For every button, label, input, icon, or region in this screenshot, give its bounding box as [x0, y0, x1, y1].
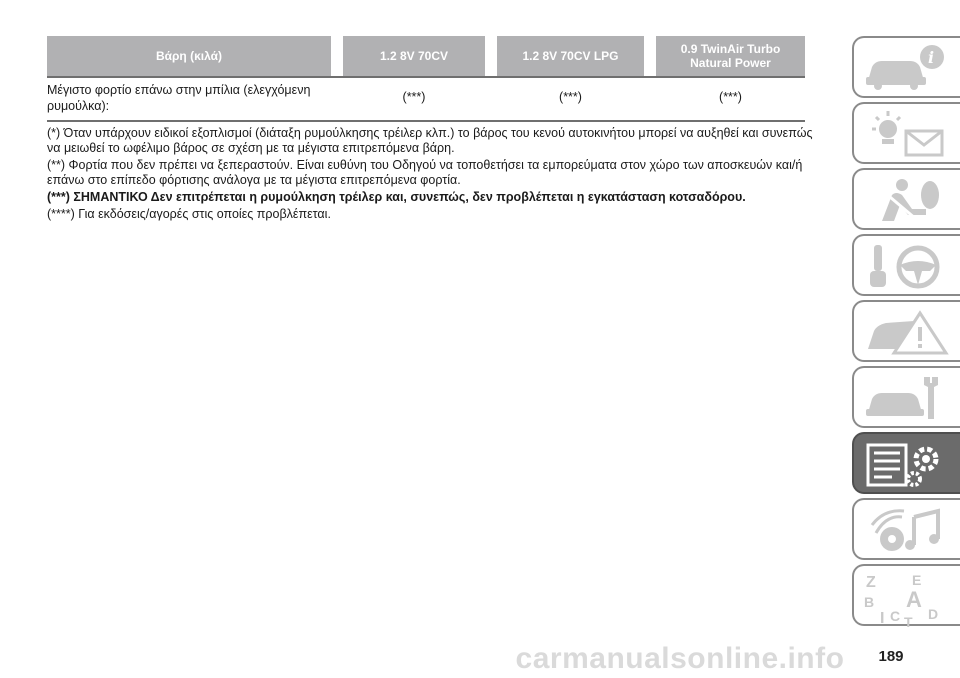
tab-car-info[interactable] — [852, 36, 960, 98]
warning-light-message-icon — [862, 109, 952, 159]
index-letter-c: C — [890, 608, 901, 624]
tab-multimedia[interactable] — [852, 498, 960, 560]
car-info-icon — [862, 43, 952, 93]
footnotes — [47, 126, 817, 224]
car-accident-warning-icon — [862, 307, 952, 357]
index-letter-e: E — [912, 572, 922, 588]
note-2: (**) Φορτία που δεν πρέπει να ξεπεραστούν. Είναι ευθύνη του Οδηγού να τοποθετήσει τα εμπορεύματα στον χώρο των αποσκευών και/ή επάνω στο επίπεδο φόρτισης ανάλογα με τα μέγιστα επιτρεπόμενα φορτία. — [47, 158, 803, 187]
tab-maintenance[interactable] — [852, 366, 960, 428]
index-letter-d: D — [928, 606, 939, 622]
index-letter-t: T — [904, 614, 913, 627]
tab-technical-data[interactable] — [852, 432, 960, 494]
svg-text:i: i — [928, 48, 935, 67]
table-row — [47, 76, 805, 116]
watermark: carmanualsonline.info — [515, 642, 845, 675]
header-weights: Βάρη (κιλά) — [47, 36, 331, 76]
alphabetical-index-icon — [862, 571, 952, 627]
media-music-icon — [862, 505, 952, 555]
row-value-2: (***) — [559, 90, 582, 104]
tab-warning-lights[interactable] — [852, 102, 960, 164]
airbag-seatbelt-icon — [862, 175, 952, 225]
index-letter-a: A — [906, 587, 922, 612]
row-value-3: (***) — [719, 90, 742, 104]
index-letter-z: Z — [866, 574, 876, 591]
index-letter-i: I — [880, 610, 885, 627]
tab-emergency[interactable] — [852, 300, 960, 362]
page-number: 189 — [878, 648, 904, 665]
specs-gear-icon — [862, 439, 952, 489]
header-engine-2: 1.2 8V 70CV LPG — [497, 36, 644, 76]
spec-table — [47, 36, 805, 116]
header-engine-1: 1.2 8V 70CV — [343, 36, 485, 76]
header-engine-3-line2: Natural Power — [690, 56, 771, 70]
tab-index[interactable] — [852, 564, 960, 626]
row-label — [47, 82, 331, 114]
table-header-row — [47, 36, 805, 76]
row-divider — [47, 120, 805, 122]
tab-safety[interactable] — [852, 168, 960, 230]
header-engine-3-line1: 0.9 TwinAir Turbo — [680, 42, 781, 56]
header-engine-3 — [656, 36, 805, 76]
index-letter-b: B — [864, 594, 875, 610]
tab-starting-driving[interactable] — [852, 234, 960, 296]
note-1: (*) Όταν υπάρχουν ειδικοί εξοπλισμοί (διάταξη ρυμούλκησης τρέιλερ κλπ.) το βάρος του κενού αυτοκινήτου μπορεί να αυξηθεί και συνεπώς να μειωθεί το ωφέλιμο βάρος σε σχέση με τα μέγιστα επιτρεπόμενα βάρη. — [47, 126, 813, 155]
row-label-line1: Μέγιστο φορτίο επάνω στην μπίλια (ελεγχόμενη — [47, 83, 311, 97]
key-steering-wheel-icon — [862, 241, 952, 291]
row-label-line2: ρυμούλκα): — [47, 99, 110, 113]
row-value-1: (***) — [402, 90, 426, 104]
note-4: (****) Για εκδόσεις/αγορές στις οποίες προβλέπεται. — [47, 207, 331, 221]
note-3: (***) ΣΗΜΑΝΤΙΚΟ Δεν επιτρέπεται η ρυμούλκηση τρέιλερ και, συνεπώς, δεν προβλέπεται η εγκατάσταση κοτσαδόρου. — [47, 190, 746, 204]
car-wrench-icon — [862, 373, 952, 423]
